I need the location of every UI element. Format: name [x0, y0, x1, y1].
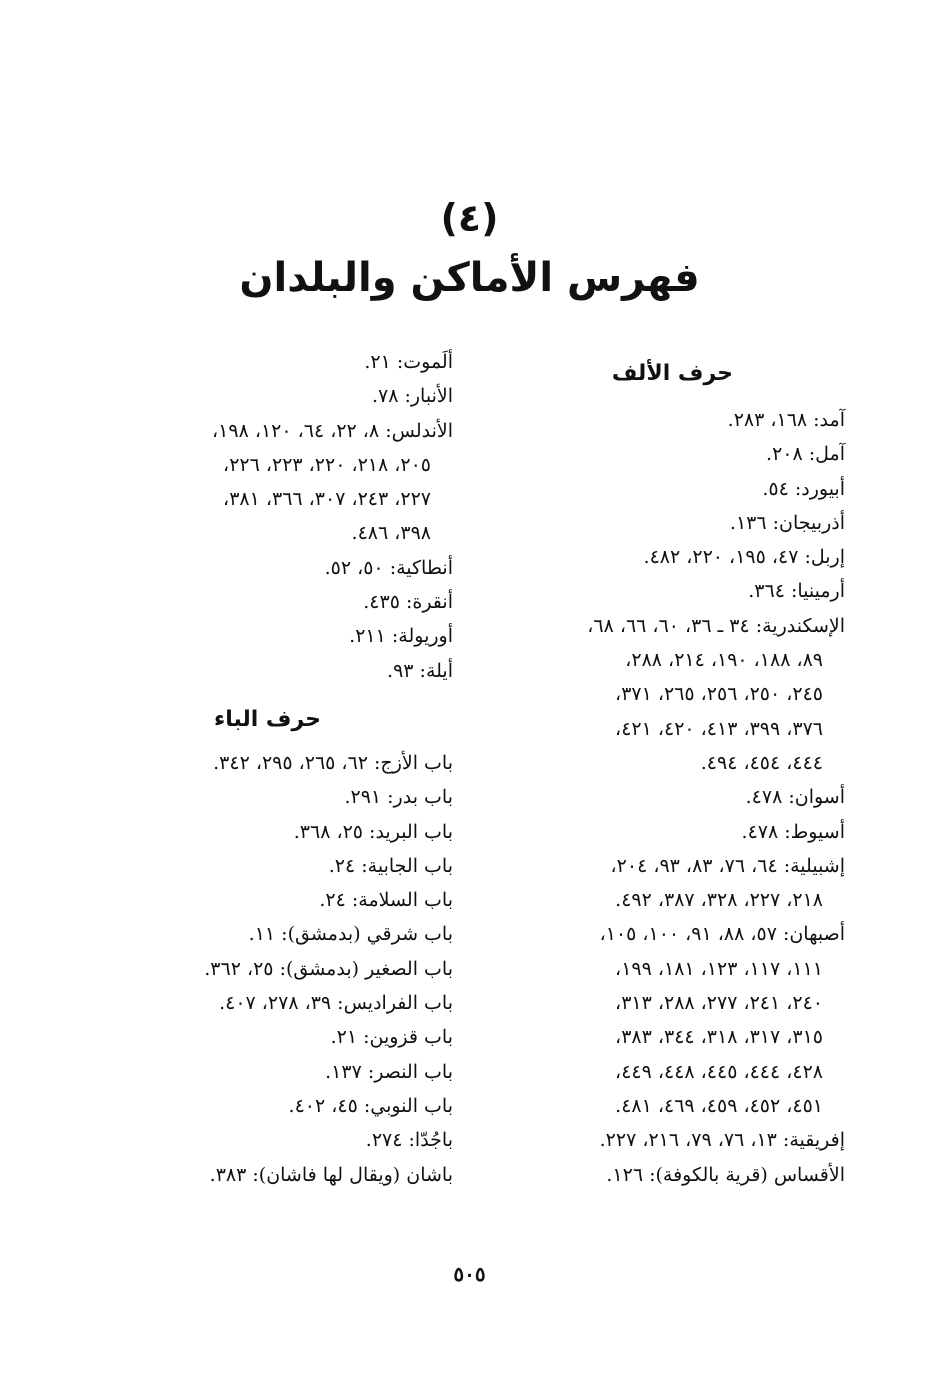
entry-pages: ٥٠، ٥٢.: [324, 556, 384, 579]
index-entry-continuation: ٤٤٤، ٤٥٤، ٤٩٤.: [700, 751, 823, 774]
entry-term: إفريقية:: [782, 1129, 845, 1152]
index-entry: [93, 780, 453, 814]
entry-pages: ٨، ٢٢، ٦٤، ١٢٠، ١٩٨،: [212, 419, 380, 442]
entry-term: آمل:: [808, 443, 845, 466]
entry-term: أصبهان:: [782, 923, 845, 946]
entry-pages: ٢١.: [364, 351, 391, 373]
entry-pages: ٤٧٨.: [745, 786, 783, 809]
index-entry: [495, 1158, 845, 1192]
index-entry-continuation: ٢٢٧، ٢٤٣، ٣٠٧، ٣٦٦، ٣٨١،: [223, 488, 431, 511]
entry-term: باب شرقي (بدمشق):: [281, 923, 453, 946]
index-entry: [93, 1055, 453, 1089]
index-entry: [495, 917, 845, 951]
entry-pages: ١٣٧.: [325, 1060, 362, 1083]
entry-pages: ٤٥، ٤٠٢.: [288, 1094, 358, 1117]
index-entry-continuation: ٣٧٦، ٣٩٩، ٤١٣، ٤٢٠، ٤٢١،: [615, 717, 823, 740]
entry-term: باب الصغير (بدمشق):: [279, 957, 453, 980]
entry-term: باب النصر:: [367, 1060, 453, 1083]
index-entry: [93, 849, 453, 883]
index-entry-continuation: ٤٥١، ٤٥٢، ٤٥٩، ٤٦٩، ٤٨١.: [615, 1094, 823, 1117]
section-title-alif: حرف الألف: [611, 361, 733, 386]
entry-pages: ٦٤، ٧٦، ٨٣، ٩٣، ٢٠٤،: [610, 854, 778, 877]
entry-term: باب السلامة:: [351, 889, 453, 912]
entry-term: باب قزوين:: [363, 1026, 453, 1049]
entry-term: أذربيجان:: [772, 511, 845, 534]
entry-term: أبيورد:: [794, 477, 845, 500]
entry-pages: ١١.: [248, 923, 276, 946]
entry-term: باجُدّا:: [408, 1129, 453, 1152]
left-entries-bottom: [93, 746, 453, 1192]
entry-term: باب الأزج:: [374, 751, 453, 774]
entry-pages: ٣٨٣.: [209, 1163, 247, 1186]
entry-pages: ١٦٨، ٢٨٣.: [727, 409, 808, 431]
entry-pages: ٥٤.: [762, 477, 789, 500]
index-entry-continuation: ٣١٥، ٣١٧، ٣١٨، ٣٤٤، ٣٨٣،: [615, 1026, 823, 1049]
entry-pages: ٧٨.: [371, 385, 399, 408]
entry-term: باب النوبي:: [363, 1094, 453, 1117]
entry-pages: ٣٩، ٢٧٨، ٤٠٧.: [219, 992, 332, 1015]
index-entry-continuation: ٤٢٨، ٤٤٤، ٤٤٥، ٤٤٨، ٤٤٩،: [615, 1060, 823, 1083]
page-number: ٥٠٥: [453, 1262, 486, 1286]
section-title-baa: حرف الباء: [213, 706, 321, 732]
entry-pages: ٢٠٨.: [766, 443, 803, 466]
index-entry: [495, 437, 845, 471]
index-entry: [93, 917, 453, 951]
entry-pages: ٣٦٤.: [748, 580, 785, 603]
index-entry: [495, 849, 845, 883]
entry-pages: ٦٢، ٢٦٥، ٢٩٥، ٣٤٢.: [213, 751, 368, 774]
index-entry: [495, 574, 845, 608]
index-number: (٤): [440, 196, 499, 240]
index-entry: [495, 403, 845, 437]
entry-term: أنطاكية:: [389, 556, 453, 579]
entry-pages: ٢٤.: [328, 854, 356, 877]
entry-term: الأقساس (قرية بالكوفة):: [649, 1163, 845, 1186]
entry-term: آمد:: [813, 409, 845, 431]
index-entry-continuation: ٢٤٠، ٢٤١، ٢٧٧، ٢٨٨، ٣١٣،: [615, 992, 823, 1015]
index-entry: [495, 1123, 845, 1157]
entry-pages: ١٣٦.: [729, 511, 767, 534]
entry-pages: ٩٣.: [387, 659, 414, 682]
page-header: [0, 190, 939, 308]
entry-term: إشبيلية:: [783, 854, 845, 877]
index-entry-continuation: ١١١، ١١٧، ١٢٣، ١٨١، ١٩٩،: [615, 957, 823, 980]
entry-pages: ٥٧، ٨٨، ٩١، ١٠٠، ١٠٥،: [599, 923, 777, 946]
index-entry: [93, 414, 453, 448]
entry-term: باب بدر:: [387, 786, 453, 809]
entry-term: أسيوط:: [784, 820, 845, 843]
entry-pages: ٤٧٨.: [741, 820, 779, 843]
index-column-left: [93, 345, 453, 1192]
index-entry: [93, 1123, 453, 1157]
index-column-right: [495, 345, 845, 1192]
index-entry: [495, 815, 845, 849]
entry-term: باب الجابية:: [361, 854, 453, 877]
index-entry: [93, 1158, 453, 1192]
index-entry-continuation: ٢٠٥، ٢١٨، ٢٢٠، ٢٢٣، ٢٢٦،: [223, 453, 431, 476]
entry-pages: ٤٧، ١٩٥، ٢٢٠، ٤٨٢.: [643, 546, 799, 569]
entry-term: إربل:: [804, 546, 845, 569]
entry-term: الإسكندرية:: [755, 614, 845, 637]
entry-term: أنقرة:: [405, 591, 453, 614]
index-entry: [495, 506, 845, 540]
entry-term: أرمينيا:: [790, 580, 845, 603]
index-entry-continuation: ٢٤٥، ٢٥٠، ٢٥٦، ٢٦٥، ٣٧١،: [615, 683, 823, 706]
index-entry: [495, 540, 845, 574]
index-entry: [93, 379, 453, 413]
entry-pages: ١٢٦.: [606, 1163, 644, 1186]
index-entry: [93, 551, 453, 585]
entry-pages: ٤٣٥.: [363, 591, 400, 614]
entry-pages: ٢٩١.: [344, 786, 382, 809]
entry-term: أسوان:: [788, 786, 845, 809]
entry-pages: ٢٤.: [319, 889, 346, 912]
entry-term: الأنبار:: [404, 385, 453, 408]
index-entry: [93, 1089, 453, 1123]
index-entry: [93, 1020, 453, 1054]
index-entry: [93, 815, 453, 849]
entry-term: باب البريد:: [369, 820, 453, 843]
page-title: فهرس الأماكن والبلدان: [239, 255, 700, 301]
entry-pages: ٣٤ ـ ٣٦، ٦٠، ٦٦، ٦٨،: [587, 614, 750, 637]
index-entry-continuation: ٨٩، ١٨٨، ١٩٠، ٢١٤، ٢٨٨،: [625, 649, 823, 672]
entry-term: أوريولة:: [391, 625, 453, 648]
entry-term: باب الفراديس:: [337, 992, 453, 1015]
index-entry: [93, 883, 453, 917]
entry-pages: ٢٧٤.: [365, 1129, 403, 1152]
index-entry: [93, 585, 453, 619]
entry-pages: ٢١١.: [349, 625, 386, 648]
entry-term: أيلة:: [419, 659, 453, 682]
index-entry: [495, 780, 845, 814]
index-entry: [495, 609, 845, 643]
entry-pages: ٢٥، ٣٦٨.: [293, 820, 363, 843]
index-entry: [93, 345, 453, 379]
index-entry: [93, 746, 453, 780]
entry-pages: ٢١.: [330, 1026, 358, 1049]
index-entry-continuation: ٣٩٨، ٤٨٦.: [351, 522, 431, 545]
index-entry-continuation: ٢١٨، ٢٢٧، ٣٢٨، ٣٨٧، ٤٩٢.: [615, 889, 823, 912]
index-entry: [495, 472, 845, 506]
entry-term: باشان (ويقال لها فاشان):: [252, 1163, 453, 1186]
entry-pages: ١٣، ٧٦، ٧٩، ٢١٦، ٢٢٧.: [599, 1129, 777, 1152]
index-entry: [93, 654, 453, 688]
entry-pages: ٢٥، ٣٦٢.: [204, 957, 274, 980]
index-entry: [93, 986, 453, 1020]
entry-term: ألَموت:: [396, 351, 453, 373]
index-entry: [93, 619, 453, 653]
entry-term: الأندلس:: [385, 419, 453, 442]
left-entries-top: [93, 345, 453, 688]
index-entry: [93, 952, 453, 986]
